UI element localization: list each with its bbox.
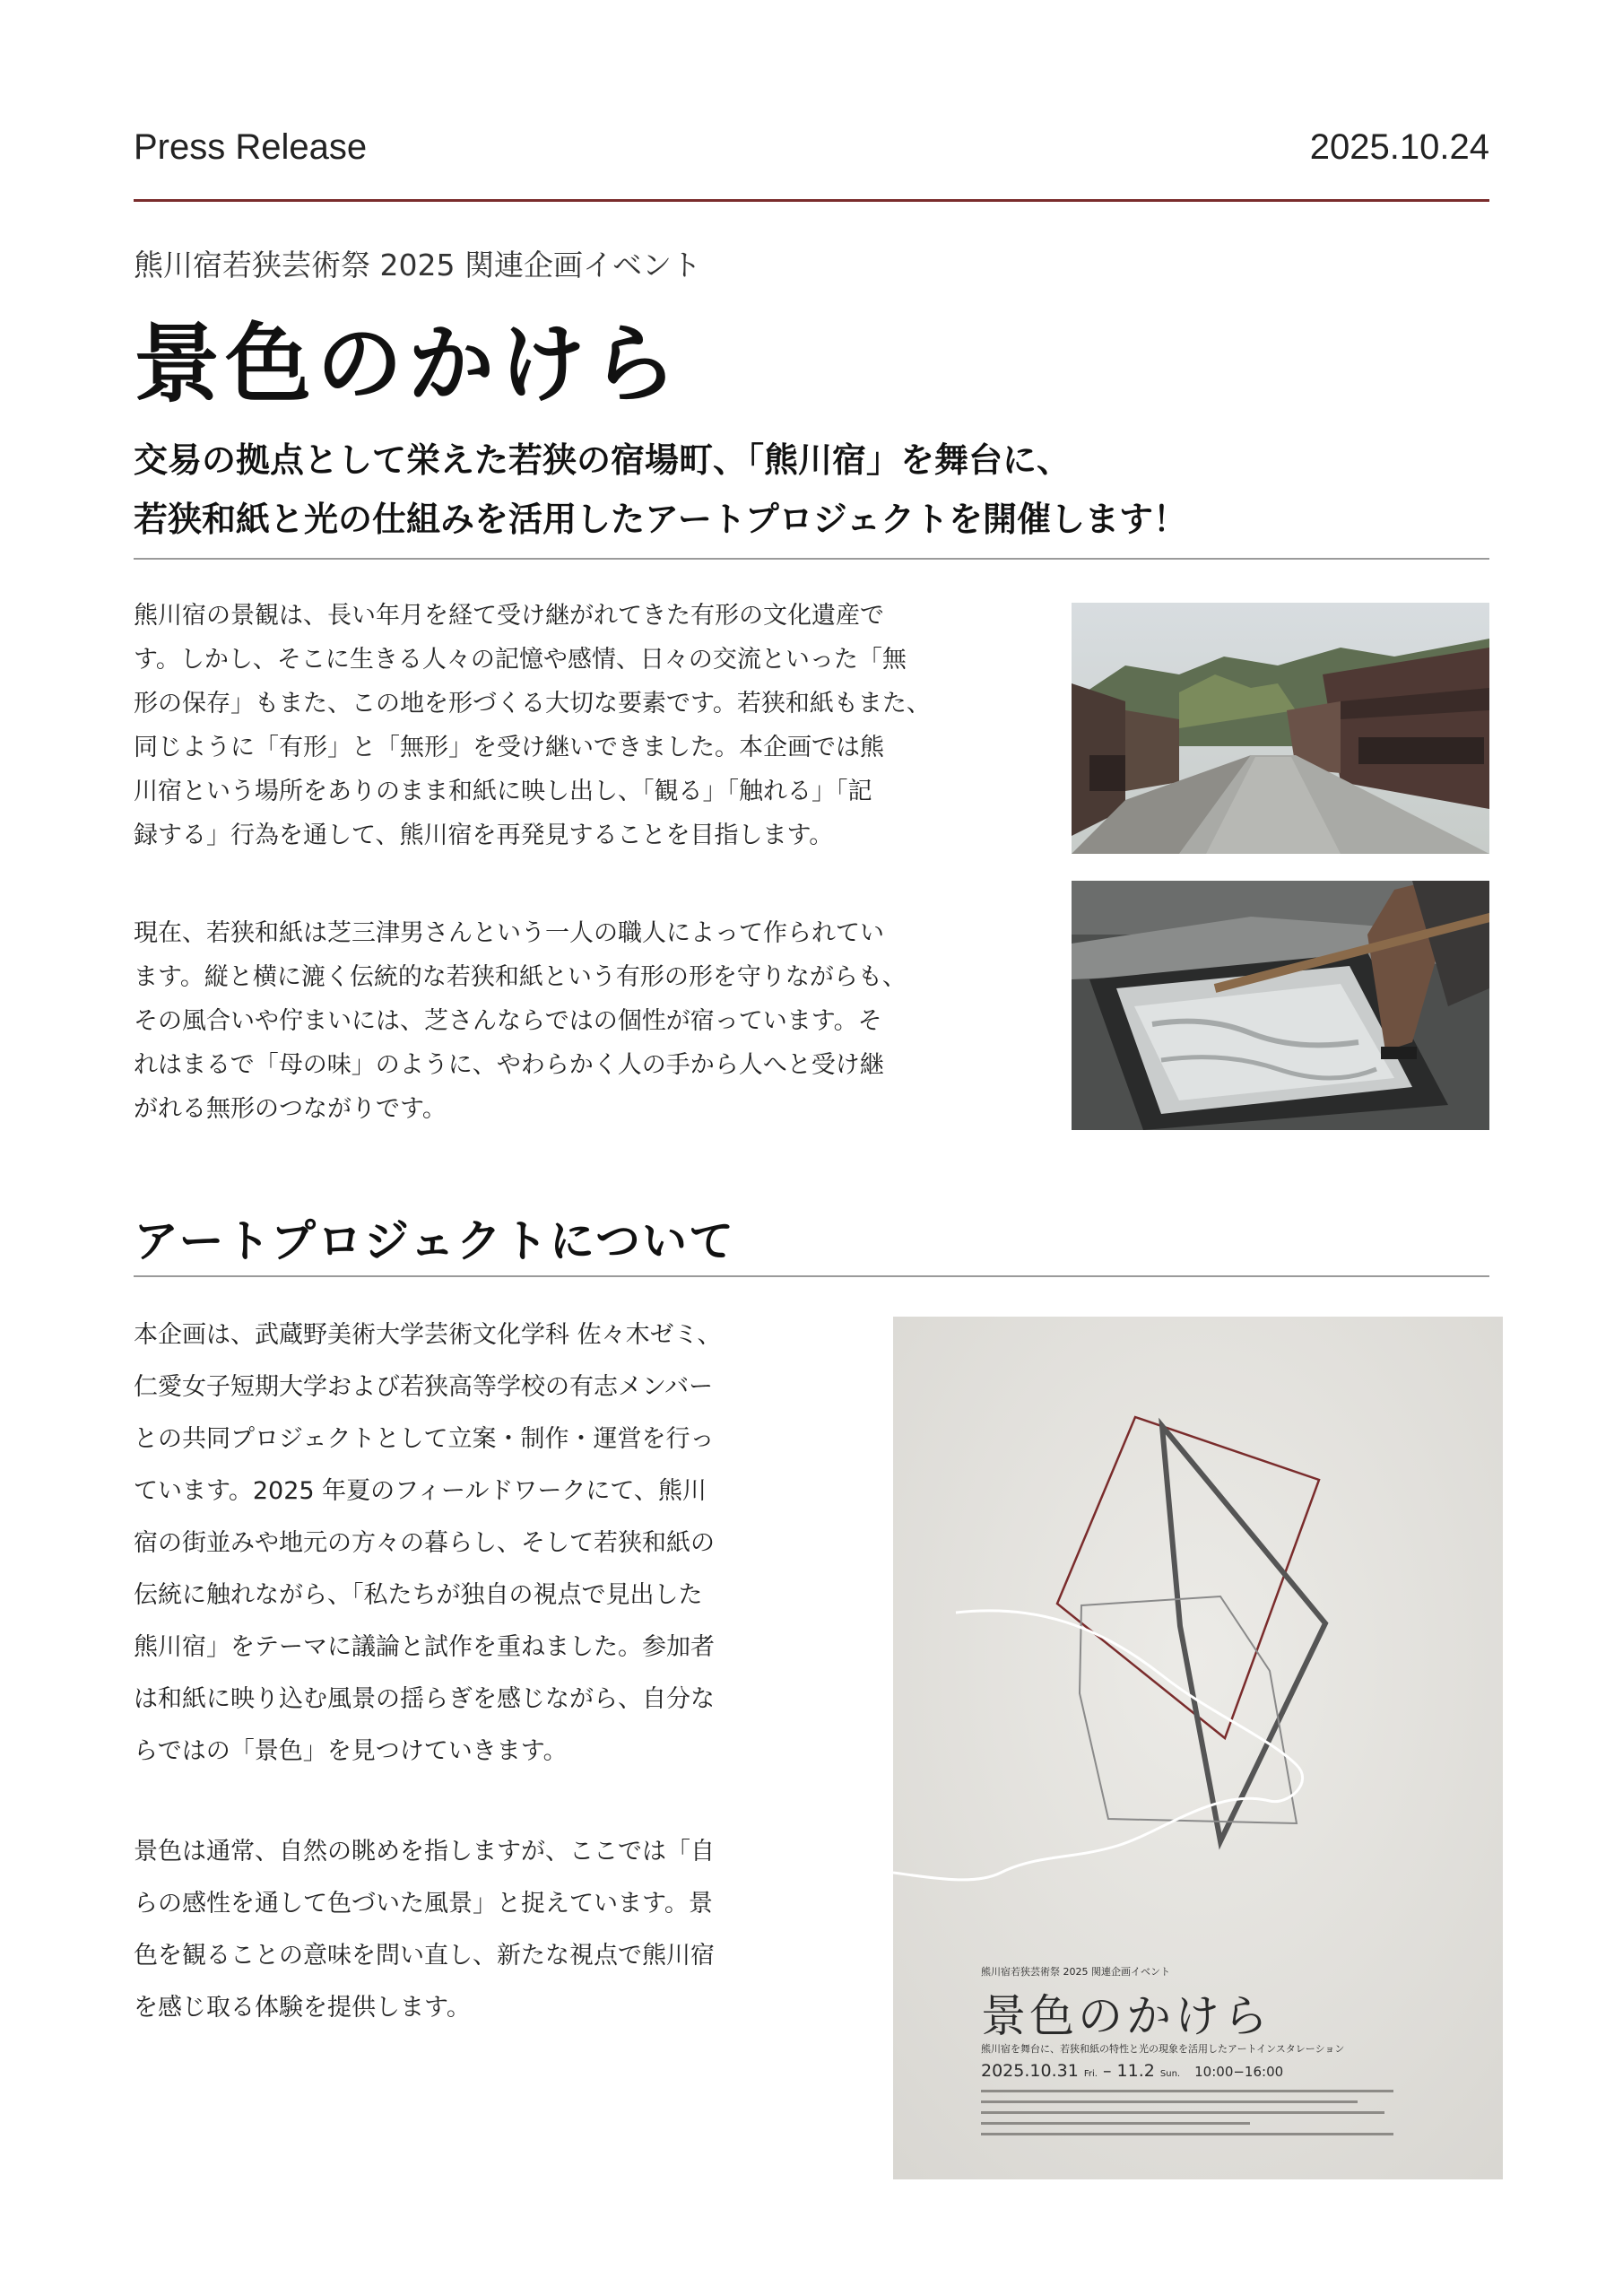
project-paragraph-1 — [134, 1309, 797, 1778]
press-release-label: Press Release — [134, 127, 368, 167]
event-poster — [893, 1317, 1503, 2179]
poster-dates — [981, 2061, 1283, 2081]
text-line: 熊川宿」をテーマに議論と試作を重ねました。参加者 — [134, 1633, 715, 1661]
text-line: がれる無形のつながりです。 — [134, 1095, 447, 1123]
text-line: れはまるで「母の味」のように、やわらかく人の手から人へと受け継 — [134, 1051, 884, 1079]
lead-line: 交易の拠点として栄えた若狭の宿場町、「熊川宿」を舞台に、 — [134, 440, 1072, 480]
intro-paragraph-1 — [134, 594, 994, 857]
date-separator: – — [1102, 2061, 1112, 2081]
fine-print-line — [981, 2133, 1393, 2135]
text-line: 形の保存」もまた、この地を形づくる大切な要素です。若狭和紙もまた、 — [134, 690, 931, 718]
text-line: を感じ取る体験を提供します。 — [134, 1994, 471, 2022]
lead-text — [134, 430, 1489, 549]
text-line: らではの「景色」を見つけていきます。 — [134, 1737, 568, 1765]
text-line: その風合いや佇まいには、芝さんならではの個性が宿っています。そ — [134, 1007, 882, 1035]
street-photo — [1072, 603, 1489, 854]
section-divider — [134, 1275, 1489, 1277]
date-start: 2025.10.31 — [981, 2061, 1079, 2081]
fine-print-line — [981, 2090, 1393, 2092]
text-line: 色を観ることの意味を問い直し、新たな視点で熊川宿 — [134, 1942, 715, 1970]
text-line: らの感性を通して色づいた風景」と捉えています。景 — [134, 1890, 713, 1918]
text-line: は和紙に映り込む風景の揺らぎを感じながら、自分な — [134, 1685, 715, 1713]
text-line: 川宿という場所をありのまま和紙に映し出し、「観る」「触れる」「記 — [134, 778, 872, 805]
poster-kicker: 熊川宿若狭芸術祭 2025 関連企画イベント — [981, 1966, 1170, 1978]
text-line: 仁愛女子短期大学および若狭高等学校の有志メンバー — [134, 1373, 714, 1401]
text-line: 同じように「有形」と「無形」を受け継いできました。本企画では熊 — [134, 734, 884, 761]
text-line: 景色は通常、自然の眺めを指しますが、ここでは「自 — [134, 1838, 715, 1866]
poster-fine-print — [981, 2090, 1393, 2144]
event-time: 10:00−16:00 — [1194, 2064, 1284, 2080]
intro-paragraph-2 — [134, 911, 994, 1131]
header-divider — [134, 199, 1489, 202]
washi-making-photo — [1072, 881, 1489, 1130]
fine-print-line — [981, 2122, 1250, 2125]
lead-line: 若狭和紙と光の仕組みを活用したアートプロジェクトを開催します！ — [134, 500, 1187, 539]
fine-print-line — [981, 2100, 1358, 2103]
text-line: 伝統に触れながら、「私たちが独自の視点で見出した — [134, 1581, 703, 1609]
poster-title: 景色のかけら — [981, 1990, 1271, 2042]
text-line: 現在、若狭和紙は芝三津男さんという一人の職人によって作られてい — [134, 919, 884, 947]
text-line: 本企画は、武蔵野美術大学芸術文化学科 佐々木ゼミ、 — [134, 1321, 722, 1349]
text-line: す。しかし、そこに生きる人々の記憶や感情、日々の交流といった「無 — [134, 646, 907, 674]
text-line: 宿の街並みや地元の方々の暮らし、そして若狭和紙の — [134, 1529, 715, 1557]
date-end: 11.2 — [1116, 2061, 1155, 2081]
text-line: 熊川宿の景観は、長い年月を経て受け継がれてきた有形の文化遺産で — [134, 602, 884, 630]
poster-tagline: 熊川宿を舞台に、若狭和紙の特性と光の現象を活用したアートインスタレーション — [981, 2043, 1345, 2055]
section-heading-art-project: アートプロジェクトについて — [134, 1215, 735, 1267]
lead-divider — [134, 558, 1489, 560]
text-line: との共同プロジェクトとして立案・制作・運営を行っ — [134, 1425, 715, 1453]
fine-print-line — [981, 2111, 1384, 2114]
text-line: 録する」行為を通して、熊川宿を再発見することを目指します。 — [134, 822, 834, 849]
text-line: ています。2025 年夏のフィールドワークにて、熊川 — [134, 1477, 707, 1505]
project-paragraph-2 — [134, 1826, 797, 2034]
event-title: 景色のかけら — [134, 314, 682, 414]
weekday-start: Fri. — [1083, 2069, 1098, 2079]
text-line: ます。縦と横に漉く伝統的な若狭和紙という有形の形を守りながらも、 — [134, 963, 907, 991]
weekday-end: Sun. — [1159, 2069, 1181, 2079]
release-date: 2025.10.24 — [1309, 127, 1489, 167]
event-subtitle: 熊川宿若狭芸術祭 2025 関連企画イベント — [134, 248, 701, 283]
